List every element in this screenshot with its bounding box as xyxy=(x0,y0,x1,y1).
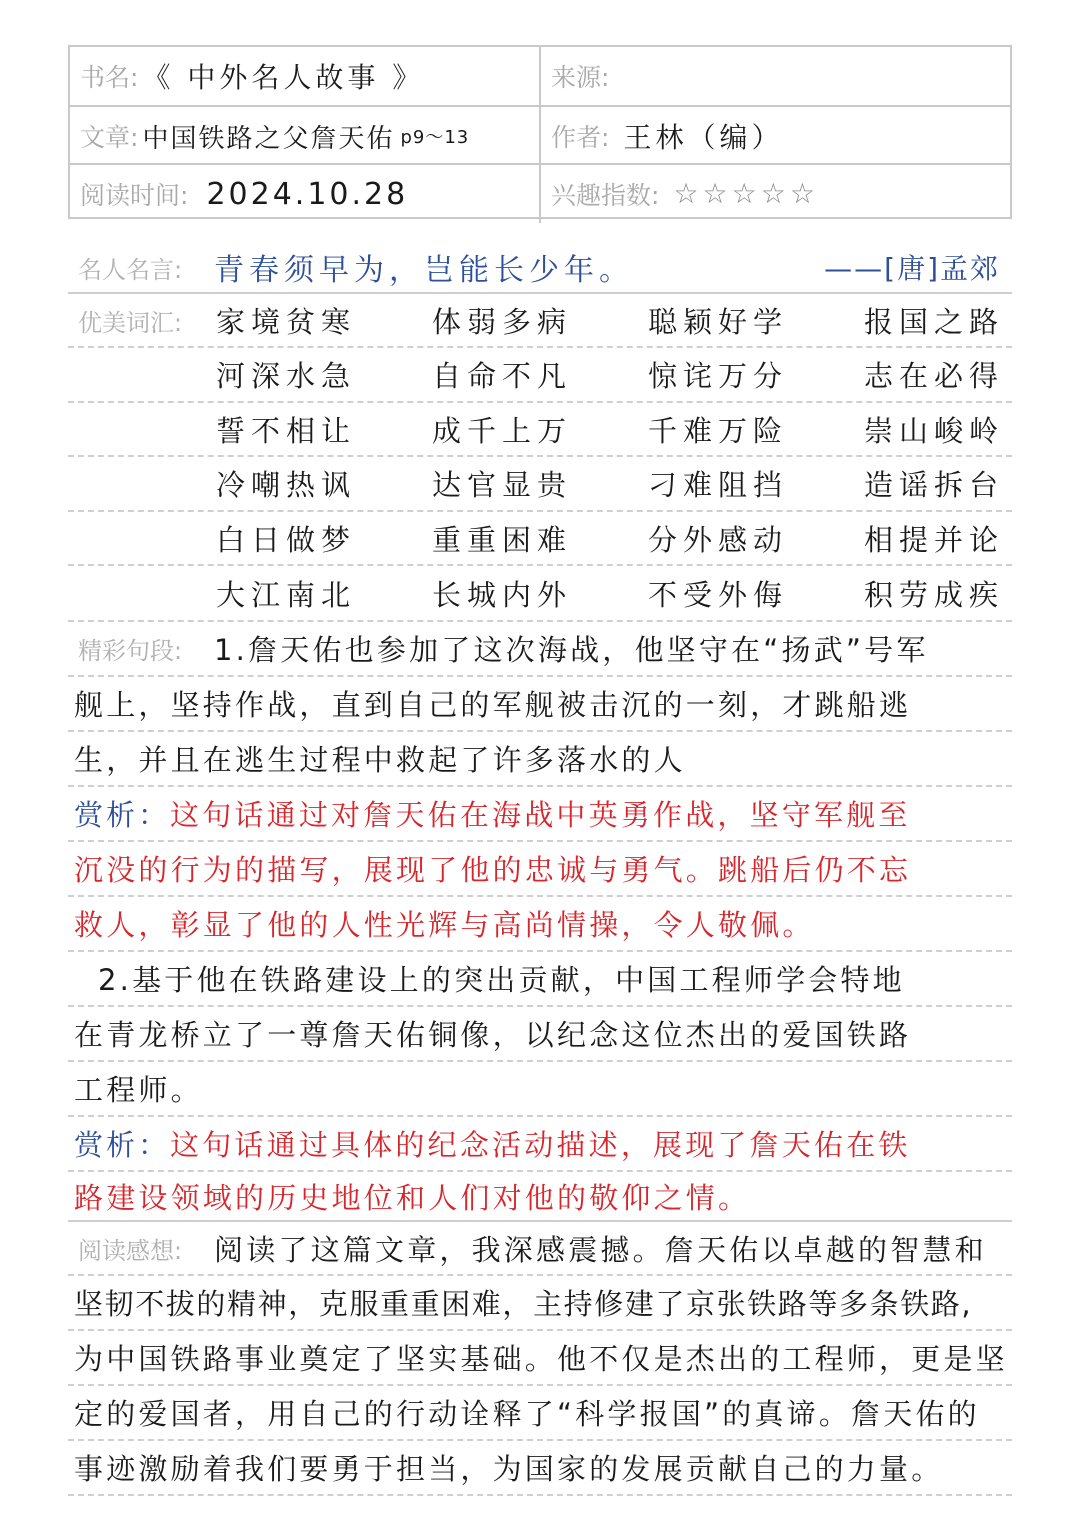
analysis-line xyxy=(68,1172,1012,1222)
author-cell xyxy=(541,107,1010,165)
article-title: 中国铁路之父詹天佑 xyxy=(142,123,395,154)
info-row-date xyxy=(70,163,1010,223)
vocab-word: 誓不相让 xyxy=(216,413,357,448)
vocab-row xyxy=(68,457,1012,512)
analysis-1-line: 救人，彰显了他的人性光辉与高尚情操，令人敬佩。 xyxy=(74,908,815,942)
reflection-line xyxy=(68,1441,1012,1496)
reflection-line xyxy=(68,1331,1012,1386)
reflection-line xyxy=(68,1276,1012,1331)
vocab-word: 聪颖好学 xyxy=(648,304,789,339)
date-cell xyxy=(70,165,541,223)
passage-line xyxy=(68,677,1012,732)
vocab-word: 积劳成疾 xyxy=(864,577,1005,612)
analysis-label: 赏析： xyxy=(74,798,171,832)
vocab-grid xyxy=(216,354,1012,395)
analysis-line xyxy=(68,842,1012,897)
star-icon: ☆ xyxy=(702,177,728,210)
interest-cell xyxy=(541,165,1010,223)
info-row-book xyxy=(70,47,1010,105)
vocab-grid xyxy=(216,300,1012,341)
passage-1-line: 1.詹天佑也参加了这次海战，他坚守在“扬武”号军 xyxy=(214,633,929,667)
interest-label: 兴趣指数: xyxy=(551,181,660,210)
analysis-line xyxy=(68,787,1012,842)
analysis-line xyxy=(68,1117,1012,1172)
analysis-2-line: 路建设领域的历史地位和人们对他的敬仰之情。 xyxy=(74,1180,751,1215)
article-cell xyxy=(70,107,541,165)
vocab-word: 河深水急 xyxy=(216,359,357,393)
vocab-label: 优美词汇: xyxy=(78,308,183,337)
article-label: 文章: xyxy=(80,123,139,152)
vocab-word: 家境贫寒 xyxy=(216,304,357,339)
reflection-line-text: 坚韧不拔的精神，克服重重困难，主持修建了京张铁路等多条铁路, xyxy=(74,1287,973,1321)
vocab-grid xyxy=(216,518,1012,559)
reflection-line xyxy=(68,1386,1012,1441)
passage-line xyxy=(68,952,1012,1007)
vocab-row xyxy=(68,348,1012,403)
reflection-line-text: 定的爱国者，用自己的行动诠释了“科学报国”的真谛。詹天佑的 xyxy=(74,1397,980,1431)
date-value: 2024.10.28 xyxy=(206,176,409,212)
analysis-line xyxy=(68,897,1012,952)
quote-label: 名人名言: xyxy=(78,255,183,284)
analysis-1-line: 这句话通过对詹天佑在海战中英勇作战，坚守军舰至 xyxy=(170,798,911,832)
passage-line xyxy=(68,622,1012,677)
author-label: 作者: xyxy=(551,123,610,152)
star-icon: ☆ xyxy=(731,177,757,210)
source-cell xyxy=(541,47,1010,105)
vocab-word: 分外感动 xyxy=(648,522,789,557)
reflection-label: 阅读感想: xyxy=(78,1236,183,1265)
book-info-table xyxy=(68,45,1012,219)
vocab-word: 自命不凡 xyxy=(432,359,573,393)
passage-2-line: 工程师。 xyxy=(74,1073,203,1107)
vocab-word: 志在必得 xyxy=(864,359,1005,393)
star-icon: ☆ xyxy=(673,177,699,210)
vocab-grid xyxy=(216,463,1012,504)
vocab-grid xyxy=(216,409,1012,450)
quote-row xyxy=(68,242,1012,294)
interest-rating xyxy=(673,177,815,210)
reflection-line-text: 阅读了这篇文章，我深感震撼。詹天佑以卓越的智慧和 xyxy=(214,1232,987,1267)
info-row-article xyxy=(70,105,1010,165)
star-icon: ☆ xyxy=(760,177,786,210)
passage-2-line: 2.基于他在铁路建设上的突出贡献，中国工程师学会特地 xyxy=(98,963,905,997)
book-label: 书名: xyxy=(80,63,139,92)
vocab-word: 大江南北 xyxy=(216,577,357,612)
vocab-word: 长城内外 xyxy=(432,577,573,612)
book-title: 《 中外名人故事 》 xyxy=(142,61,425,94)
vocab-word: 体弱多病 xyxy=(432,304,573,339)
quote-author: ——[唐]孟郊 xyxy=(824,252,1000,285)
passage-line xyxy=(68,1062,1012,1117)
passage-1-line: 舰上，坚持作战，直到自己的军舰被击沉的一刻，才跳船逃 xyxy=(74,688,912,722)
passage-1-line: 生，并且在逃生过程中救起了许多落水的人 xyxy=(74,743,686,777)
vocab-row xyxy=(68,512,1012,566)
vocab-word: 冷嘲热讽 xyxy=(216,468,357,502)
quote-text: 青春须早为，岂能长少年。 xyxy=(214,253,634,288)
book-cell xyxy=(70,47,541,105)
vocab-grid xyxy=(216,573,1012,614)
vocab-row xyxy=(68,566,1012,622)
vocab-word: 白日做梦 xyxy=(216,522,357,557)
vocab-word: 惊诧万分 xyxy=(648,359,789,393)
passage-line xyxy=(68,1007,1012,1062)
star-icon: ☆ xyxy=(789,177,815,210)
vocab-word: 刁难阻挡 xyxy=(648,468,789,502)
date-label: 阅读时间: xyxy=(80,181,189,210)
vocab-row xyxy=(68,294,1012,348)
vocab-word: 千难万险 xyxy=(648,413,789,448)
vocab-word: 造谣拆台 xyxy=(864,468,1005,502)
author-value: 王林（编） xyxy=(623,121,784,154)
analysis-2-line: 这句话通过具体的纪念活动描述，展现了詹天佑在铁 xyxy=(170,1128,911,1162)
analysis-1-line: 沉没的行为的描写，展现了他的忠诚与勇气。跳船后仍不忘 xyxy=(74,853,912,887)
passage-2-line: 在青龙桥立了一尊詹天佑铜像，以纪念这位杰出的爱国铁路 xyxy=(74,1018,912,1052)
reflection-line xyxy=(68,1222,1012,1276)
reflection-line-text: 为中国铁路事业奠定了坚实基础。他不仅是杰出的工程师，更是坚 xyxy=(74,1342,1008,1376)
vocab-word: 相提并论 xyxy=(864,522,1005,557)
vocab-word: 重重困难 xyxy=(432,522,573,557)
vocab-word: 报国之路 xyxy=(864,304,1005,339)
source-label: 来源: xyxy=(551,63,610,92)
vocab-word: 达官显贵 xyxy=(432,468,573,502)
reflection-line-text: 事迹激励着我们要勇于担当，为国家的发展贡献自己的力量。 xyxy=(74,1452,944,1486)
vocab-word: 崇山峻岭 xyxy=(864,413,1005,448)
analysis-label: 赏析： xyxy=(74,1128,171,1162)
vocab-row xyxy=(68,403,1012,457)
passages-label: 精彩句段: xyxy=(78,637,183,665)
article-pages: p9～13 xyxy=(400,127,470,148)
vocab-word: 成千上万 xyxy=(432,413,573,448)
passage-line xyxy=(68,732,1012,787)
vocab-word: 不受外侮 xyxy=(648,577,789,612)
